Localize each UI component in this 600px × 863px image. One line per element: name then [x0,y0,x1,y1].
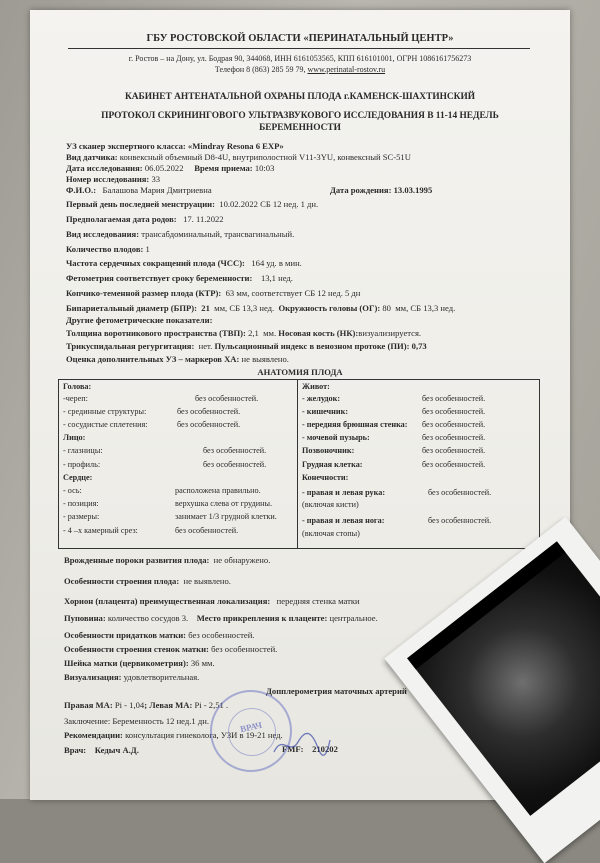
structure-line: Особенности строения плода: не выявлено. [64,576,231,586]
tricuspid-pi-line: Трикуспидальная регургитация: нет. Пульсационный индекс в венозном протоке (ПИ): 0,73 [66,341,427,351]
doppler-title: Допплерометрия маточных артерий [266,686,407,696]
exam-type-line: Вид исследования: трансабдоминальный, трансвагинальный. [66,229,295,239]
appendages-line: Особенности придатков матки: без особенностей. [64,630,255,640]
fetus-count-line: Количество плодов: 1 [66,244,150,254]
anatomy-right-column: Живот: - желудок: без особенностей. - кишечник: без особенностей. - передняя брюшная стенка: без особенностей. - мочевой пузырь: без особенностей. Позвоночник: без особенностей. Грудная клетка: без особенностей. Конечности: - правая и левая рука: без особенностей. (включая кисти) - правая и левая нога: без особенностей. (включая стопы) [302,382,492,538]
anatomy-title: АНАТОМИЯ ПЛОДА [257,367,343,377]
org-contacts [30,65,570,75]
cervix-line: Шейка матки (цервикометрия): 36 мм. [64,658,215,668]
org-phone: Телефон 8 (863) 285 59 79, [214,65,308,74]
birth-date-line: Дата рождения: 13.03.1995 [330,185,433,195]
protocol-title-line1: ПРОТОКОЛ СКРИНИНГОВОГО УЛЬТРАЗВУКОВОГО ИССЛЕДОВАНИЯ В 11-14 НЕДЕЛЬ [101,111,499,121]
cabinet-title: КАБИНЕТ АНТЕНАТАЛЬНОЙ ОХРАНЫ ПЛОДА г.КАМЕНСК-ШАХТИНСКИЙ [124,92,476,102]
fetometry-line: Фетометрия соответствует сроку беременности: 13,1 нед. [66,273,293,283]
chorion-line: Хорион (плацента) преимущественная локализация: передняя стенка матки [64,596,360,606]
visualization-line: Визуализация: удовлетворительная. [64,672,200,682]
org-name: ГБУ РОСТОВСКОЙ ОБЛАСТИ «ПЕРИНАТАЛЬНЫЙ ЦЕНТР» [146,33,454,44]
doctor-signature [272,730,332,760]
recommendations-line: Рекомендации: консультация гинеколога, УЗИ в 19-21 нед. [64,730,283,740]
ktr-line: Копчико-теменной размер плода (КТР): 63 мм, соответствует СБ 12 нед. 5 дн [66,288,361,298]
defects-line: Врожденные пороки развития плода: не обнаружено. [64,555,271,565]
cord-line: Пуповина: количество сосудов 3. Место прикрепления к плаценте: центральное. [64,613,378,623]
fmf-line: FMF: 210202 [282,744,338,754]
doppler-values-line: Правая МА: Pi - 1,04; Левая МА: Pi - 2,51 . [64,700,229,710]
sensor-line: Вид датчика: конвексный объемный D8-4U, внутриполостной V11-3YU, конвексный SC-51U [66,152,411,162]
org-website-link[interactable]: www.perinatal-rostov.ru [307,65,386,74]
walls-line: Особенности строения стенок матки: без особенностей. [64,644,278,654]
lmp-line: Первый день последней менструации: 10.02.2022 СБ 12 нед. 1 дн. [66,199,319,209]
org-address: г. Ростов – на Дону, ул. Бодрая 90, 344068, ИНН 6161053565, КПП 616101001, ОГРН 1086161756273 [128,54,472,63]
stamp-text: ВРАЧ [239,719,263,735]
protocol-title-line2: БЕРЕМЕННОСТИ [259,123,341,133]
anatomy-table [58,379,540,549]
heart-rate-line: Частота сердечных сокращений плода (ЧСС): 164 уд. в мин. [66,258,302,268]
tvp-nk-line: Толщина воротникового пространства (ТВП): 2,1 мм. Носовая кость (НК):визуализируется. [66,328,422,338]
markers-line: Оценка дополнительных УЗ – маркеров ХА: не выявлено. [66,354,289,364]
due-date-line: Предполагаемая дата родов: 17. 11.2022 [66,214,224,224]
conclusion-line: Заключение: Беременность 12 нед.1 дн. [64,716,209,726]
other-fetometry-heading: Другие фетометрические показатели: [66,315,213,325]
date-line: Дата исследования: 06.05.2022 Время приема: 10:03 [66,163,275,173]
doctor-line: Врач: Кедыч А.Д. [64,745,139,755]
header-divider [68,48,530,49]
anatomy-left-column: Голова: -череп: без особенностей. - срединные структуры: без особенностей. - сосудистые сплетения: без особенностей. Лицо: - глазницы: без особенностей. - профиль: без особенностей. Сердце: - ось: расположена правильно. - позиция: верхушка слева от грудины. - размеры: занимает 1/3 грудной клетки. - 4 –х камерный срез: без особенностей. [59,380,298,548]
patient-name-line: Ф.И.О.: Балашова Мария Дмитриевна [66,185,212,195]
scanner-line: УЗ сканер экспертного класса: «Mindray Resona 6 EXP» [66,141,284,151]
bpr-og-line: Бипариетальный диаметр (БПР): 21 мм, СБ 13,3 нед. Окружность головы (ОГ): 80 мм, СБ 13,3 нед. [66,303,456,313]
number-line: Номер исследования: 33 [66,174,161,184]
